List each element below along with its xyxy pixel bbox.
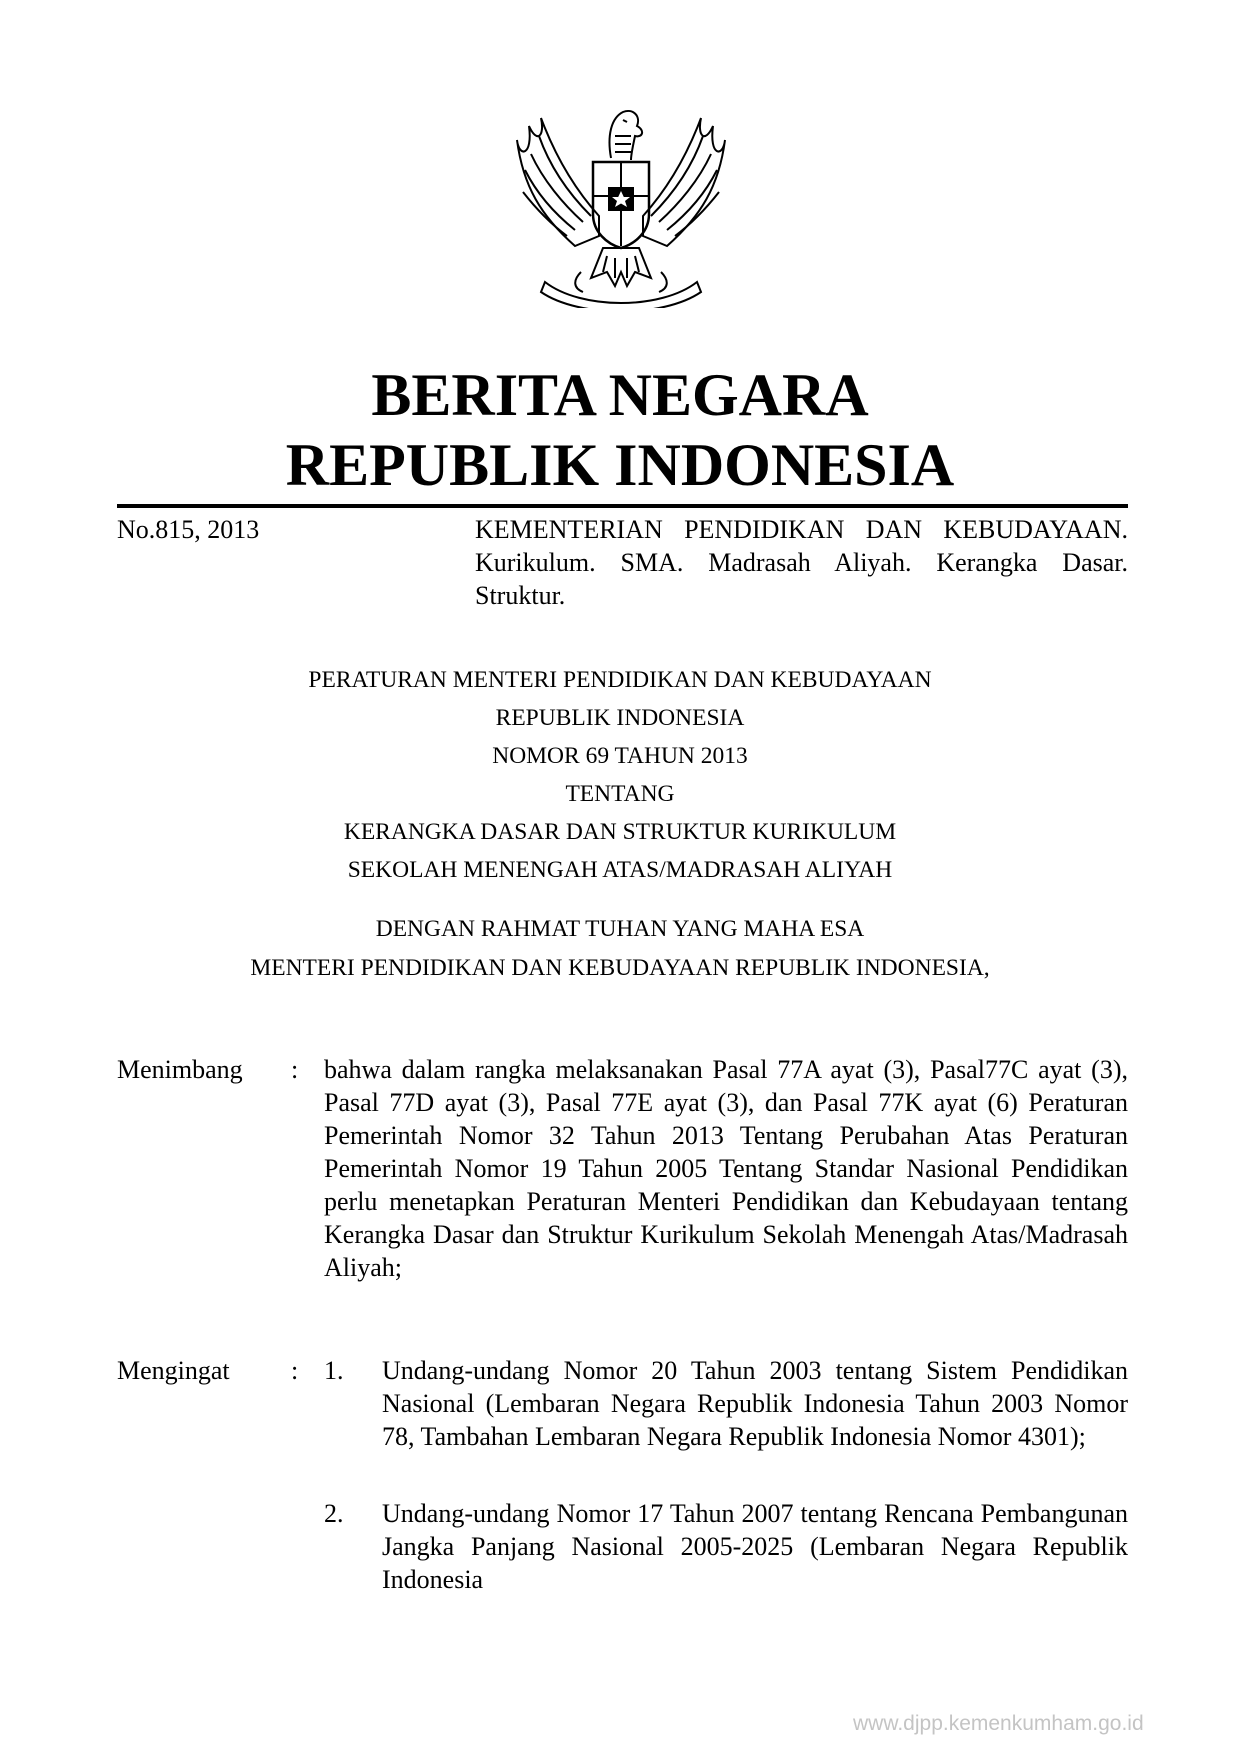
menimbang-colon: : — [291, 1055, 299, 1084]
mengingat-item-number: 1. — [324, 1356, 344, 1385]
header-divider — [117, 504, 1128, 508]
regulation-title — [0, 661, 1240, 889]
garuda-emblem-icon — [511, 96, 731, 308]
watermark-url: www.djpp.kemenkumham.go.id — [853, 1712, 1144, 1735]
menimbang-label: Menimbang — [117, 1055, 243, 1084]
preamble-rahmat: DENGAN RAHMAT TUHAN YANG MAHA ESA — [375, 916, 865, 942]
title-line: SEKOLAH MENENGAH ATAS/MADRASAH ALIYAH — [347, 857, 893, 883]
masthead-line-2: REPUBLIK INDONESIA — [285, 432, 955, 498]
title-line: TENTANG — [565, 781, 675, 807]
mengingat-item-text: Undang-undang Nomor 17 Tahun 2007 tentang Rencana Pembangunan Jangka Panjang Nasional 2005-2025 (Lembaran Negara Republik Indonesia — [382, 1499, 1128, 1594]
title-line: KERANGKA DASAR DAN STRUKTUR KURIKULUM — [343, 819, 897, 845]
gazette-number: No.815, 2013 — [117, 515, 260, 544]
title-line: PERATURAN MENTERI PENDIDIKAN DAN KEBUDAYAAN — [308, 667, 932, 693]
mengingat-colon: : — [291, 1356, 299, 1385]
mengingat-item-number: 2. — [324, 1499, 344, 1528]
mengingat-label: Mengingat — [117, 1356, 230, 1385]
title-line: NOMOR 69 TAHUN 2013 — [492, 743, 748, 769]
preamble-menteri: MENTERI PENDIDIKAN DAN KEBUDAYAAN REPUBLIK INDONESIA, — [250, 955, 990, 981]
gazette-subject: KEMENTERIAN PENDIDIKAN DAN KEBUDAYAAN. Kurikulum. SMA. Madrasah Aliyah. Kerangka Dasar. Struktur. — [475, 515, 1128, 610]
masthead-line-1: BERITA NEGARA — [371, 362, 869, 428]
title-line: REPUBLIK INDONESIA — [495, 705, 745, 731]
menimbang-text: bahwa dalam rangka melaksanakan Pasal 77A ayat (3), Pasal77C ayat (3), Pasal 77D ayat (3), Pasal 77E ayat (3), dan Pasal 77K ayat (6) Peraturan Pemerintah Nomor 32 Tahun 2013 Tentang Perubahan Atas Peraturan Pemerintah Nomor 19 Tahun 2005 Tentang Standar Nasional Pendidikan perlu menetapkan Peraturan Menteri Pendidikan dan Kebudayaan tentang Kerangka Dasar dan Struktur Kurikulum Sekolah Menengah Atas/Madrasah Aliyah; — [324, 1055, 1128, 1282]
mengingat-item-text: Undang-undang Nomor 20 Tahun 2003 tentang Sistem Pendidikan Nasional (Lembaran Negara Republik Indonesia Tahun 2003 Nomor 78, Tambahan Lembaran Negara Republik Indonesia Nomor 4301); — [382, 1356, 1128, 1451]
